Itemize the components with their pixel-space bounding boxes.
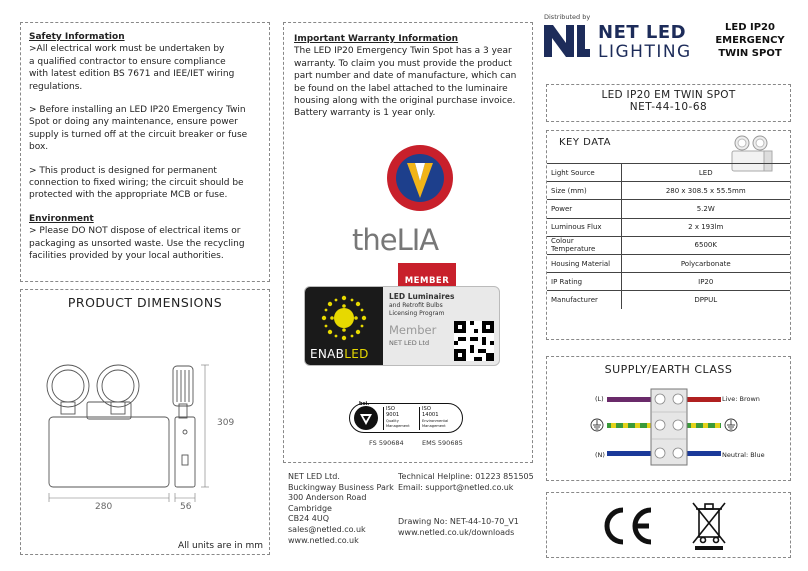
- supply-title: SUPPLY/EARTH CLASS: [604, 363, 733, 376]
- brand-name: NET LED: [598, 22, 687, 43]
- environment-title: Environment: [29, 213, 94, 224]
- height-label: 309: [217, 418, 235, 428]
- table-row: Size (mm) 280 x 308.5 x 55.5mm: [547, 182, 790, 200]
- earth-icon: [725, 419, 737, 431]
- enabled-line-2: and Retrofit Bulbs: [389, 301, 443, 309]
- contact-block: [398, 472, 534, 493]
- dimensions-title: PRODUCT DIMENSIONS: [67, 295, 223, 310]
- table-row: Manufacturer DPPUL: [547, 291, 790, 309]
- enabled-line-1: LED Luminaires: [389, 292, 455, 301]
- bsi-kitemark-icon: [353, 405, 379, 431]
- lia-badge-icon: [385, 143, 455, 213]
- units-note: All units are in mm: [177, 541, 263, 551]
- product-code: NET-44-10-68: [629, 101, 708, 113]
- bsi-text: bsi.: [359, 401, 370, 407]
- warranty-section: Important Warranty Information The LED IP20 Emergency Twin Spot has a 3 year warranty. To claim you must provide the product part number and date of manufacture, which can be found on the label attached to the luminaire housing along with the original purchase invoice. Battery warranty is 1 year only.: [294, 34, 517, 119]
- safety-text-2: > Before installing an LED IP20 Emergency Twin Spot or doing any maintenance, ensure power supply is turned off at the circuit breaker or fuse box.: [29, 105, 248, 153]
- helpline: Technical Helpline: 01223 851505: [398, 472, 534, 481]
- live-terminal-label: (L): [595, 395, 604, 403]
- fs-number: FS 590684: [369, 439, 404, 447]
- supply-box: [546, 356, 791, 481]
- enabled-dark-panel: [305, 287, 383, 366]
- support-email: Email: support@netled.co.uk: [398, 482, 514, 492]
- warranty-title: Important Warranty Information: [294, 34, 459, 44]
- environment-text: > Please DO NOT dispose of electrical items or packaging as unsorted waste. Use the recycling facilities provided by your local authorities.: [29, 226, 245, 262]
- drawing-block: [398, 517, 519, 538]
- iso-9001: ISO 9001 Quality Management: [383, 407, 410, 430]
- table-row: Luminous Flux 2 x 193lm: [547, 218, 790, 236]
- enabled-badge: [304, 286, 500, 366]
- depth-label: 56: [180, 502, 192, 512]
- led-burst-icon: [316, 290, 372, 346]
- dimensions-box: [20, 289, 270, 555]
- key-data-title: KEY DATA: [559, 137, 611, 148]
- table-row: Light Source LED: [547, 164, 790, 182]
- brand-sub: LIGHTING: [598, 42, 692, 62]
- enabled-wordmark: ENABLED: [310, 347, 369, 361]
- safety-box: [20, 22, 270, 282]
- distributed-by: Distributed by: [544, 13, 591, 21]
- width-label: 280: [95, 502, 113, 512]
- lia-wordmark: theLIA: [352, 223, 439, 257]
- earth-icon: [591, 419, 603, 431]
- lia-logo: [352, 143, 492, 293]
- neutral-label: Neutral: Blue: [722, 451, 765, 459]
- live-label: Live: Brown: [722, 395, 760, 403]
- neutral-terminal-label: (N): [595, 451, 605, 459]
- table-row: Housing Material Polycarbonate: [547, 254, 790, 272]
- safety-text-3: > This product is designed for permanent connection to fixed wiring; the circuit should be protected with the appropriate MCB or fuse.: [29, 165, 244, 201]
- enabled-company: NET LED Ltd: [389, 339, 430, 347]
- enabled-member: Member: [389, 323, 437, 337]
- table-row: Power 5.2W: [547, 200, 790, 218]
- lia-member-badge: MEMBER: [398, 263, 456, 287]
- product-name-header: LED IP20 EMERGENCY TWIN SPOT: [715, 22, 785, 59]
- ce-mark-icon: [599, 506, 657, 546]
- product-title: LED IP20 EM TWIN SPOT: [601, 89, 736, 101]
- iso-14001: ISO 14001 Environmental Management: [419, 407, 448, 430]
- safety-title: Safety Information: [29, 32, 125, 42]
- address-block: NET LED Ltd. Buckingway Business Park 300 Anderson Road Cambridge CB24 4UQ sales@netled.co.uk www.netled.co.uk: [288, 472, 394, 545]
- compliance-box: [546, 492, 791, 558]
- qr-code-icon: [454, 321, 494, 361]
- safety-text-1: >All electrical work must be undertaken by a qualified contractor to ensure compliance with latest edition BS 7671 and IEE/IET wiring regulations.: [29, 44, 235, 92]
- terminal-block-diagram: [547, 387, 790, 477]
- table-row: Colour Temperature 6500K: [547, 236, 790, 254]
- product-title-box: [546, 84, 791, 122]
- enabled-line-3: Licensing Program: [389, 310, 445, 317]
- downloads-link: www.netled.co.uk/downloads: [398, 527, 515, 537]
- bsi-badge: [349, 403, 469, 451]
- key-data-table: [547, 163, 790, 309]
- weee-bin-icon: [689, 499, 729, 551]
- key-data-box: [546, 130, 791, 340]
- middle-box: [283, 22, 533, 463]
- net-led-logo-icon: [544, 25, 590, 57]
- ems-number: EMS 590685: [422, 439, 463, 447]
- dimension-drawing: [21, 320, 269, 540]
- drawing-number: Drawing No: NET-44-10-70_V1: [398, 517, 519, 526]
- table-row: IP Rating IP20: [547, 273, 790, 291]
